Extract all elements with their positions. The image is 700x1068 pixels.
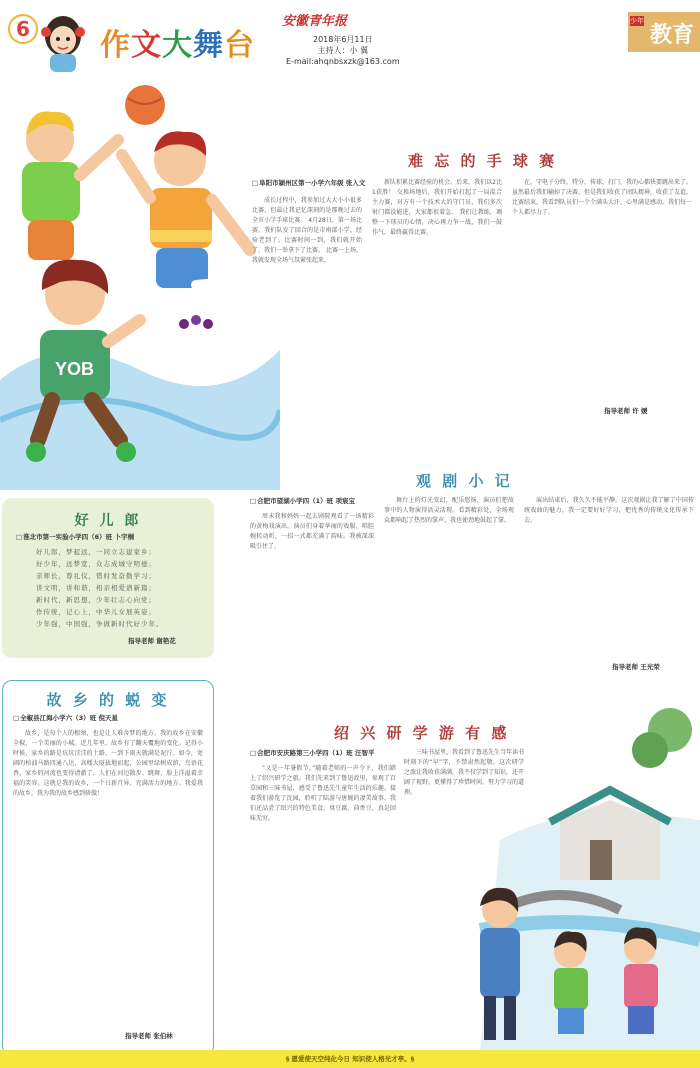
issue-date: 2018年6月11日 bbox=[312, 35, 373, 44]
play-col1-text: 周末我和妈妈一起去剧院观看了一场精彩的黄梅戏演出。演员们身着华丽的戏服，唱腔婉转动听，一招一式都充满了韵味。我被深深吸引住了。 bbox=[250, 513, 374, 550]
trip-byline: □ 合肥市安庆路第三小学四（1）班 汪智平 bbox=[250, 748, 374, 757]
issue-email: E-mail:ahqnbsxzk@163.com bbox=[286, 57, 400, 66]
poem-signoff: 指导老师 谢艳花 bbox=[128, 637, 176, 645]
issue-meta bbox=[286, 34, 400, 67]
trip-family-illustration bbox=[440, 690, 700, 1050]
article-soccer-col2 bbox=[372, 178, 502, 438]
trip-title: 绍 兴 研 学 游 有 感 bbox=[334, 724, 510, 742]
section-title-char: 文 bbox=[131, 28, 162, 63]
play-title: 观 剧 小 记 bbox=[416, 472, 513, 490]
article-soccer-col3-text: 在，守电子分终，特分，传球，打门，我的心都快要跳出来了。虽然最后我们输掉了决赛，但是我们收获了团队精神，收获了友谊。 比赛结束，我看到队员们一个个满头大汗，心里满是感动。我们每一个人都尽力了。 bbox=[512, 179, 692, 216]
article-soccer-col1 bbox=[252, 196, 362, 438]
poem-byline: □ 淮北市第一实验小学四（6）班 卜宇桐 bbox=[16, 532, 134, 541]
poem-line: 好少年，远梦宽，众志成城守明德； bbox=[36, 560, 156, 568]
hometown-body-text: 故乡，是每个人的根须，也是让人难舍梦的地方。我的故乡在安徽全椒，一个美丽的小城。近几年里，故乡有了翻天覆地的变化。记得小时候，家乡的路是坑坑洼洼的土路，一到下雨天就满是泥泞。如今，宽阔的柏油马路四通八达，高楼大厦拔地而起，公园里绿树成荫，鸟语花香。家乡的河流也变得清澈了，人们在河边散步、跳舞，脸上洋溢着幸福的笑容。这就是我的故乡，一个日新月异、充满活力的地方。我爱我的故乡，我为我的故乡感到骄傲！ bbox=[13, 730, 203, 797]
poem-line: 亲师长，尊礼仪，惜时发奋勤学习； bbox=[36, 572, 156, 580]
poem-lines bbox=[36, 546, 196, 630]
section-title-char: 舞 bbox=[193, 28, 224, 63]
article-soccer-col2-text: 新队积累比赛经验的机会。后来，我们以2比1获胜！ 交换场地后，我们开始打起了一局混合主力赛，对方有一个技术大的守门员，我们多次射门都没能进，大家都很着急。 我们让教练，调整一下球员的心情，决心再力争一战，我们一鼓作气，最终赢得比赛。 bbox=[372, 179, 502, 236]
hometown-title: 故 乡 的 蜕 变 bbox=[46, 691, 170, 709]
article-soccer-col1-text: 成长过程中，我参加过大大小小很多比赛，但最让我记忆深刻的是那晚过去的全市小学手球比赛。 4月28日，第一场比赛，我们队发了回合的是市南部小学，经验老到了。比赛时间一到，我们就开始了。我们一举拿下了比赛。 比赛一上场，我就发现全场气氛紧张起来， bbox=[252, 197, 362, 264]
section-title-char: 作 bbox=[100, 28, 131, 63]
mascot-girl-illustration bbox=[36, 10, 90, 74]
article-soccer-signoff: 指导老师 许 媛 bbox=[604, 407, 648, 415]
hometown-article-box bbox=[2, 680, 214, 1056]
poem-line: 好儿郎，梦起远，一同立志建家乡； bbox=[36, 548, 156, 556]
trip-col2-text: 三味书屋里，我看到了鲁迅先生当年读书时刻下的“早”字，不禁肃然起敬。这次研学之旅让我收获满满，我不仅学到了知识，还开阔了视野，更懂得了珍惜时间、努力学习的道理。 bbox=[404, 749, 524, 796]
education-logo bbox=[628, 12, 700, 52]
page-number: 6 bbox=[8, 14, 38, 44]
poem-title: 好 儿 郎 bbox=[74, 513, 142, 529]
play-col3 bbox=[524, 496, 694, 656]
poem-box bbox=[2, 498, 214, 658]
newspaper-name: 安徽青年报 bbox=[282, 14, 348, 29]
hometown-signoff: 指导老师 张伯林 bbox=[125, 1032, 173, 1040]
issue-editor: 主持人：小 翼 bbox=[317, 46, 369, 55]
play-col2-text: 舞台上的灯光变幻，配乐悠扬，演员们把故事中的人物演得活灵活现。看到精彩处，全场观众都响起了热烈的掌声。我也使劲地鼓起了掌。 bbox=[384, 497, 514, 524]
play-col2 bbox=[384, 496, 514, 692]
play-byline: □ 合肥市望湖小学四（1）班 项宸宝 bbox=[250, 496, 355, 505]
section-title-char: 大 bbox=[162, 28, 193, 63]
kids-playing-ball-illustration bbox=[0, 80, 280, 490]
article-soccer-title: 难 忘 的 手 球 赛 bbox=[408, 152, 558, 170]
article-soccer-byline: □ 阜阳市颍州区第一小学六年级 张入文 bbox=[252, 178, 365, 187]
trip-col1 bbox=[250, 764, 396, 1036]
section-title bbox=[100, 20, 255, 64]
hometown-byline: □ 全椒县江海小学六（3）班 倪天星 bbox=[13, 713, 118, 722]
play-col1 bbox=[250, 512, 374, 692]
logo-text: 教育 bbox=[650, 23, 695, 48]
section-title-char: 台 bbox=[224, 28, 255, 63]
play-col3-text: 演出结束后，我久久不能平静。这次观剧让我了解了中国传统戏曲的魅力，我一定要好好学习，把优秀的传统文化传承下去。 bbox=[524, 497, 694, 524]
svg-text:YOB: YOB bbox=[55, 359, 95, 379]
logo-tag: 少年 bbox=[630, 17, 644, 25]
poem-line: 作传统，记心上，中华儿女展英姿； bbox=[36, 608, 156, 616]
footer-motto: § 愿爱使天空纯化今日 知识使人格光才亭。§ bbox=[0, 1050, 700, 1068]
trip-col1-text: “又是一年暑假节。”随着老师的一声令下，我们踏上了绍兴研学之旅。我们先来到了鲁迅故里，参观了百草园和三味书屋，感受了鲁迅先生童年生活的乐趣。接着我们游览了沈园，聆听了陆游与唐婉的凄美故事。我们还品尝了绍兴的特色美食，臭豆腐、茴香豆，真是回味无穷。 bbox=[250, 765, 396, 822]
play-signoff: 指导老师 王光荣 bbox=[612, 663, 660, 671]
article-soccer-col3 bbox=[512, 178, 692, 398]
poem-line: 讲文明，讲和谐，相亲相爱谱新篇； bbox=[36, 584, 156, 592]
poem-line: 新时代，新思想，少年壮志心向党； bbox=[36, 596, 156, 604]
poem-line: 少年强，中国强，争做新时代好少年。 bbox=[36, 620, 164, 628]
hometown-body bbox=[13, 729, 203, 1019]
